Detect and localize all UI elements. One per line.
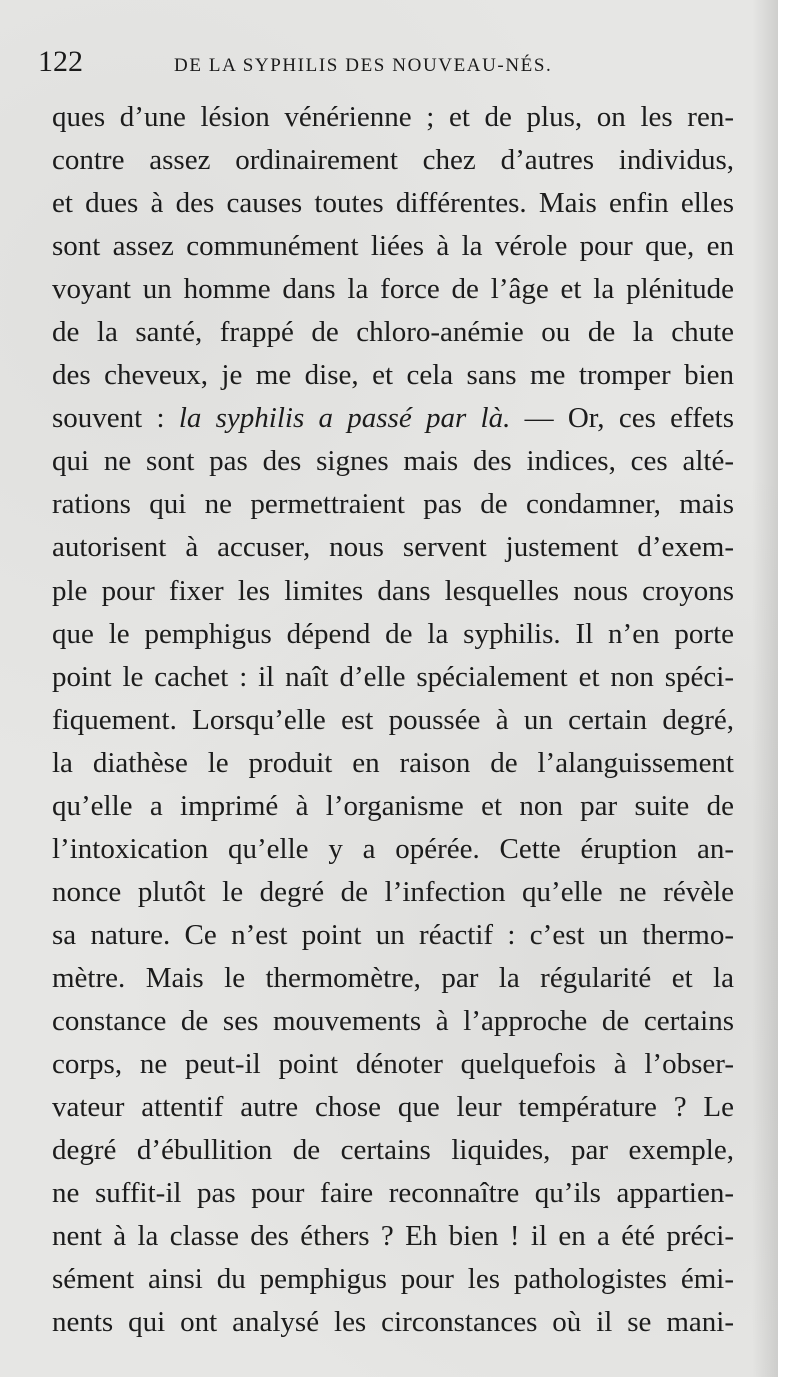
text-line-6: de la santé, frappé de chloro-anémie ou de la chute	[52, 316, 734, 349]
text-line-10: rations qui ne permettraient pas de condamner, mais	[52, 488, 734, 521]
text-line-8-after: — Or, ces effets	[510, 402, 734, 435]
text-line-20: sa nature. Ce n’est point un réactif : c’est un thermo-	[52, 918, 734, 951]
body-text	[52, 96, 734, 1344]
text-line-2: contre assez ordinairement chez d’autres individus,	[52, 144, 734, 177]
text-line-28: sément ainsi du pemphigus pour les pathologistes émi-	[52, 1263, 734, 1296]
text-line-27: nent à la classe des éthers ? Eh bien ! il en a été préci-	[52, 1220, 734, 1253]
italic-quote: la syphilis a passé par là.	[178, 402, 511, 435]
text-line-24: vateur attentif autre chose que leur température ? Le	[52, 1091, 734, 1124]
page-edge-shadow	[752, 0, 778, 1377]
text-line-9: qui ne sont pas des signes mais des indices, ces alté-	[52, 445, 734, 478]
text-line-7: des cheveux, je me dise, et cela sans me tromper bien	[52, 359, 734, 392]
text-line-26: ne suffit-il pas pour faire reconnaître qu’ils appartien-	[52, 1177, 734, 1210]
text-line-12: ple pour fixer les limites dans lesquelles nous croyons	[52, 574, 734, 607]
text-line-8-before: souvent :	[52, 402, 179, 435]
text-line-3: et dues à des causes toutes différentes. Mais enfin elles	[52, 187, 734, 220]
text-line-13: que le pemphigus dépend de la syphilis. Il n’en porte	[52, 617, 734, 650]
text-line-25: degré d’ébullition de certains liquides, par exemple,	[52, 1134, 734, 1167]
text-line-15: fiquement. Lorsqu’elle est poussée à un certain degré,	[52, 703, 734, 736]
page-header	[38, 44, 728, 84]
text-line-19: nonce plutôt le degré de l’infection qu’elle ne révèle	[52, 875, 734, 908]
text-line-14: point le cachet : il naît d’elle spécialement et non spéci-	[52, 660, 734, 693]
text-line-1: ques d’une lésion vénérienne ; et de plus, on les ren-	[52, 101, 734, 133]
page-number: 122	[38, 45, 83, 78]
running-head: DE LA SYPHILIS DES NOUVEAU-NÉS.	[174, 55, 553, 76]
text-line-11: autorisent à accuser, nous servent justement d’exem-	[52, 531, 734, 564]
text-line-22: constance de ses mouvements à l’approche de certains	[52, 1004, 734, 1037]
text-line-29: nents qui ont analysé les circonstances où il se mani-	[52, 1306, 734, 1339]
text-line-23: corps, ne peut-il point dénoter quelquefois à l’obser-	[52, 1048, 734, 1081]
text-line-16: la diathèse le produit en raison de l’alanguissement	[52, 746, 734, 779]
text-line-5: voyant un homme dans la force de l’âge et la plénitude	[52, 273, 734, 306]
text-line-18: l’intoxication qu’elle y a opérée. Cette éruption an-	[52, 832, 734, 865]
text-line-4: sont assez communément liées à la vérole pour que, en	[52, 230, 734, 263]
text-line-8	[52, 397, 734, 440]
text-line-17: qu’elle a imprimé à l’organisme et non par suite de	[52, 789, 734, 822]
text-line-21: mètre. Mais le thermomètre, par la régularité et la	[52, 961, 734, 994]
